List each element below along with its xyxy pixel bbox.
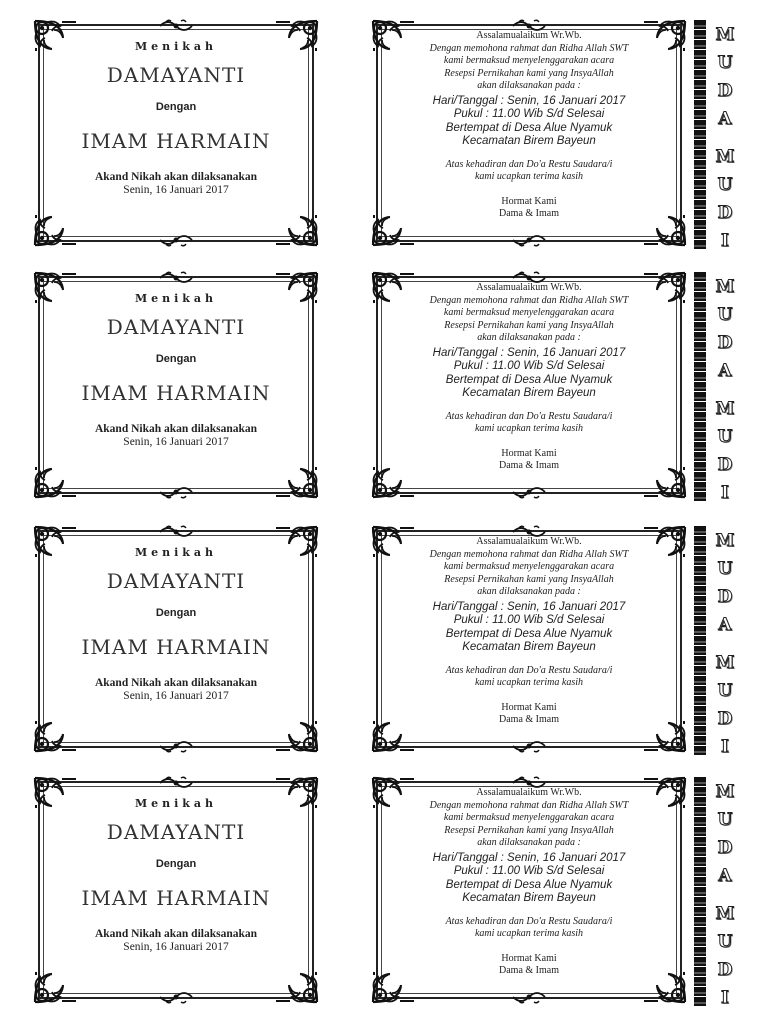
akad-line: Akand Nikah akan dilaksanakan	[94, 928, 258, 940]
details-card	[370, 270, 688, 500]
strip-letters	[708, 18, 738, 254]
intro-line: kami bermaksud menyelenggarakan acara	[443, 561, 615, 572]
signoff-block	[386, 448, 672, 473]
couple-names: Dama & Imam	[499, 714, 559, 725]
event-details	[386, 601, 672, 655]
detail-line: Hari/Tanggal : Senin, 16 Januari 2017	[432, 851, 626, 864]
cover-content	[48, 284, 304, 486]
signoff-text: Hormat Kami	[501, 195, 557, 207]
top-scroll-ornament-icon	[158, 775, 194, 789]
side-strip	[694, 270, 740, 506]
closing-line: kami ucapkan terima kasih	[474, 677, 584, 688]
detail-line: Pukul : 11.00 Wib S/d Selesai	[453, 614, 605, 626]
intro-line: kami bermaksud menyelenggarakan acara	[443, 812, 615, 823]
invitation-row	[0, 524, 768, 764]
intro-line: Dengan memohona rahmat dan Ridha Allah SWT	[429, 799, 629, 811]
details-content	[386, 284, 672, 486]
detail-line: Bertempat di Desa Alue Nyamuk	[445, 878, 613, 891]
detail-line: Pukul : 11.00 Wib S/d Selesai	[453, 360, 605, 372]
strip-letter: D	[717, 203, 733, 223]
couple-names: Dama & Imam	[499, 965, 559, 976]
akad-line: Akand Nikah akan dilaksanakan	[94, 423, 258, 435]
intro-paragraph	[386, 295, 672, 345]
strip-letter: M	[715, 399, 735, 419]
akad-date: Senin, 16 Januari 2017	[123, 184, 229, 196]
event-details	[386, 347, 672, 401]
strip-letter: D	[717, 838, 733, 858]
detail-line: Kecamatan Birem Bayeun	[462, 641, 596, 653]
strip-letter: U	[717, 175, 733, 195]
intro-line: Dengan memohona rahmat dan Ridha Allah SWT	[429, 548, 629, 560]
top-scroll-ornament-icon	[158, 18, 194, 32]
bottom-scroll-ornament-icon	[158, 991, 194, 1005]
closing-line: Atas kehadiran dan Do'a Restu Saudara/i	[445, 915, 613, 927]
signoff-text: Hormat Kami	[501, 447, 557, 459]
top-scroll-ornament-icon	[158, 270, 194, 284]
connector-text: Dengan	[155, 101, 197, 113]
greeting-text: Assalamualaikum Wr.Wb.	[476, 30, 582, 41]
intro-paragraph	[386, 549, 672, 599]
event-details	[386, 852, 672, 906]
detail-line: Kecamatan Birem Bayeun	[462, 892, 596, 904]
cover-card	[32, 524, 320, 754]
closing-paragraph	[386, 665, 672, 690]
signoff-block	[386, 953, 672, 978]
signoff-text: Hormat Kami	[501, 952, 557, 964]
closing-line: Atas kehadiran dan Do'a Restu Saudara/i	[445, 410, 613, 422]
invitation-row	[0, 270, 768, 510]
strip-letter: D	[717, 960, 733, 980]
akad-line: Akand Nikah akan dilaksanakan	[94, 677, 258, 689]
strip-letter: M	[715, 277, 735, 297]
bottom-scroll-ornament-icon	[158, 234, 194, 248]
akad-date: Senin, 16 Januari 2017	[123, 436, 229, 448]
strip-letter: M	[715, 147, 735, 167]
bride-name: DAMAYANTI	[106, 569, 246, 593]
signoff-text: Hormat Kami	[501, 701, 557, 713]
decorative-band-icon	[694, 20, 706, 250]
cover-heading: Menikah	[134, 546, 218, 559]
detail-line: Bertempat di Desa Alue Nyamuk	[445, 627, 613, 640]
strip-letter: D	[717, 709, 733, 729]
cover-card	[32, 270, 320, 500]
intro-line: kami bermaksud menyelenggarakan acara	[443, 55, 615, 66]
closing-line: Atas kehadiran dan Do'a Restu Saudara/i	[445, 664, 613, 676]
details-card	[370, 18, 688, 248]
side-strip	[694, 18, 740, 254]
groom-name: IMAM HARMAIN	[81, 129, 271, 153]
strip-letters	[708, 270, 738, 506]
details-card	[370, 775, 688, 1005]
connector-text: Dengan	[155, 353, 197, 365]
details-content	[386, 789, 672, 991]
signoff-block	[386, 702, 672, 727]
strip-letter: M	[715, 782, 735, 802]
greeting-text: Assalamualaikum Wr.Wb.	[476, 787, 582, 798]
strip-letter: U	[717, 559, 733, 579]
cover-card	[32, 775, 320, 1005]
strip-letter: I	[721, 988, 729, 1008]
intro-line: Resepsi Pernikahan kami yang InsyaAllah	[444, 319, 614, 331]
side-strip	[694, 524, 740, 760]
detail-line: Hari/Tanggal : Senin, 16 Januari 2017	[432, 600, 626, 613]
closing-line: kami ucapkan terima kasih	[474, 423, 584, 434]
decorative-band-icon	[694, 272, 706, 502]
event-details	[386, 95, 672, 149]
strip-letter: D	[717, 455, 733, 475]
closing-paragraph	[386, 411, 672, 436]
closing-paragraph	[386, 159, 672, 184]
signoff-block	[386, 196, 672, 221]
strip-letter: U	[717, 427, 733, 447]
detail-line: Hari/Tanggal : Senin, 16 Januari 2017	[432, 94, 626, 107]
intro-line: akan dilaksanakan pada :	[477, 332, 581, 343]
strip-letter: I	[721, 737, 729, 757]
strip-letter: U	[717, 810, 733, 830]
connector-text: Dengan	[155, 607, 197, 619]
cover-heading: Menikah	[134, 40, 218, 53]
cover-heading: Menikah	[134, 292, 218, 305]
akad-date: Senin, 16 Januari 2017	[123, 690, 229, 702]
intro-line: akan dilaksanakan pada :	[477, 80, 581, 91]
detail-line: Bertempat di Desa Alue Nyamuk	[445, 121, 613, 134]
strip-letter: M	[715, 904, 735, 924]
intro-paragraph	[386, 800, 672, 850]
strip-letter: M	[715, 653, 735, 673]
strip-letters	[708, 775, 738, 1011]
closing-line: kami ucapkan terima kasih	[474, 928, 584, 939]
strip-letter: A	[718, 361, 732, 381]
invitation-row	[0, 18, 768, 258]
strip-letter: A	[718, 109, 732, 129]
detail-line: Pukul : 11.00 Wib S/d Selesai	[453, 865, 605, 877]
top-scroll-ornament-icon	[158, 524, 194, 538]
detail-line: Bertempat di Desa Alue Nyamuk	[445, 373, 613, 386]
details-content	[386, 32, 672, 234]
bottom-scroll-ornament-icon	[158, 740, 194, 754]
intro-line: Resepsi Pernikahan kami yang InsyaAllah	[444, 67, 614, 79]
detail-line: Kecamatan Birem Bayeun	[462, 135, 596, 147]
strip-letter: U	[717, 53, 733, 73]
cover-content	[48, 789, 304, 991]
decorative-band-icon	[694, 526, 706, 756]
intro-line: Resepsi Pernikahan kami yang InsyaAllah	[444, 573, 614, 585]
groom-name: IMAM HARMAIN	[81, 381, 271, 405]
closing-line: kami ucapkan terima kasih	[474, 171, 584, 182]
bottom-scroll-ornament-icon	[158, 486, 194, 500]
strip-letter: U	[717, 305, 733, 325]
strip-letter: M	[715, 531, 735, 551]
closing-paragraph	[386, 916, 672, 941]
cover-card	[32, 18, 320, 248]
closing-line: Atas kehadiran dan Do'a Restu Saudara/i	[445, 158, 613, 170]
strip-letter: U	[717, 681, 733, 701]
intro-line: kami bermaksud menyelenggarakan acara	[443, 307, 615, 318]
bride-name: DAMAYANTI	[106, 315, 246, 339]
cover-content	[48, 32, 304, 234]
groom-name: IMAM HARMAIN	[81, 635, 271, 659]
strip-letter: I	[721, 483, 729, 503]
detail-line: Kecamatan Birem Bayeun	[462, 387, 596, 399]
bottom-scroll-ornament-icon	[511, 486, 547, 500]
intro-paragraph	[386, 43, 672, 93]
detail-line: Pukul : 11.00 Wib S/d Selesai	[453, 108, 605, 120]
intro-line: Dengan memohona rahmat dan Ridha Allah SWT	[429, 294, 629, 306]
details-content	[386, 538, 672, 740]
groom-name: IMAM HARMAIN	[81, 886, 271, 910]
strip-letter: D	[717, 587, 733, 607]
bottom-scroll-ornament-icon	[511, 991, 547, 1005]
couple-names: Dama & Imam	[499, 208, 559, 219]
strip-letter: D	[717, 81, 733, 101]
strip-letter: D	[717, 333, 733, 353]
cover-content	[48, 538, 304, 740]
bottom-scroll-ornament-icon	[511, 740, 547, 754]
strip-letter: A	[718, 866, 732, 886]
bottom-scroll-ornament-icon	[511, 234, 547, 248]
akad-date: Senin, 16 Januari 2017	[123, 941, 229, 953]
intro-line: akan dilaksanakan pada :	[477, 837, 581, 848]
intro-line: Resepsi Pernikahan kami yang InsyaAllah	[444, 824, 614, 836]
side-strip	[694, 775, 740, 1011]
cover-heading: Menikah	[134, 797, 218, 810]
bride-name: DAMAYANTI	[106, 63, 246, 87]
decorative-band-icon	[694, 777, 706, 1007]
strip-letters	[708, 524, 738, 760]
strip-letter: M	[715, 25, 735, 45]
detail-line: Hari/Tanggal : Senin, 16 Januari 2017	[432, 346, 626, 359]
invitation-row	[0, 775, 768, 1015]
greeting-text: Assalamualaikum Wr.Wb.	[476, 282, 582, 293]
intro-line: akan dilaksanakan pada :	[477, 586, 581, 597]
strip-letter: U	[717, 932, 733, 952]
strip-letter: A	[718, 615, 732, 635]
couple-names: Dama & Imam	[499, 460, 559, 471]
bride-name: DAMAYANTI	[106, 820, 246, 844]
connector-text: Dengan	[155, 858, 197, 870]
strip-letter: I	[721, 231, 729, 251]
akad-line: Akand Nikah akan dilaksanakan	[94, 171, 258, 183]
intro-line: Dengan memohona rahmat dan Ridha Allah SWT	[429, 42, 629, 54]
details-card	[370, 524, 688, 754]
greeting-text: Assalamualaikum Wr.Wb.	[476, 536, 582, 547]
